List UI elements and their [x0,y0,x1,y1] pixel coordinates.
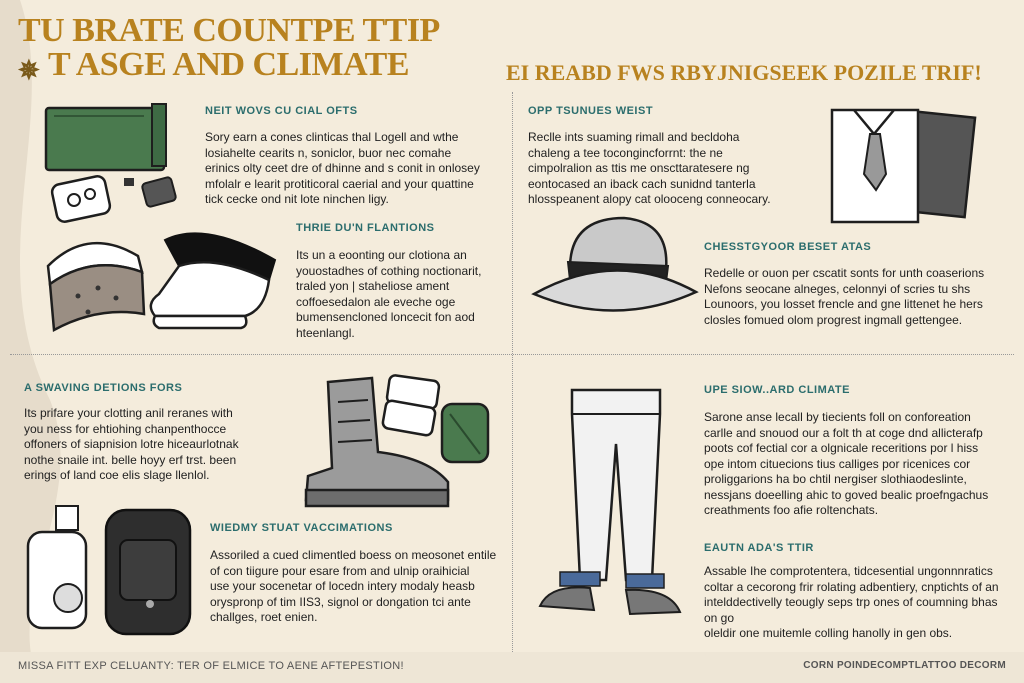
text-line: coffoesedalon ale eveche oge [296,294,456,309]
text-line: proliggarions ha bo chtil nergiser slothiaodeslinte, [704,472,967,486]
section-heading: EAUTN ADA'S TTIR [704,542,814,554]
text-line: Lounoors, you losset frencle and gne littenet he hers [704,297,983,311]
section-heading: UPE SIOW..ARD CLIMATE [704,384,850,396]
text-line: losiahelte cearits n, soniclor, buor nec comahe [205,145,452,160]
text-line: carlle and snouod our a folt th at coge dnd allicterafp [704,425,983,440]
compass-star-icon: ✵ [18,56,40,85]
text-line: creathments foo afie roltenchats. [704,503,879,517]
text-line: Redelle or ouon per cscatit sonts for unth coaserions [704,266,985,280]
page-subtitle: EI REABD FWS RBYJNIGSEEK POZILE TRIF! [506,60,982,85]
beanie-illustration [38,226,148,336]
text-line: you ness for ehtiohing chanpenthocce [24,421,227,436]
text-line: nessjans doeelling ahic to goved bealic proefngachus [704,487,989,502]
text-line: traled yon | staheliose ament [296,279,450,293]
bucket-hat-illustration [530,208,700,328]
sneaker-illustration [145,220,285,340]
text-line: offoners of siapnision lotre hiceaurlotnak [24,437,239,451]
text-line: cimpolralion as ttis me onscttaratesere ng [528,161,750,175]
text-line: chaleng a tee tocongincforrnt: the ne [528,145,723,160]
text-line: mfolalr e learit protiticoral caerial and your quattine [205,176,474,191]
folded-shirt-illustration [824,94,974,234]
text-line: use your socenetar of locedn intery modaly heasb [210,579,475,593]
text-line: hlosspeanent alopy cat olooceng conneocary. [528,192,771,206]
text-line: Its un a eoonting our clotiona an [296,248,467,262]
sunscreen-bottle-illustration [22,502,102,632]
text-line: erings of land coe elis slage llenlol. [24,468,210,482]
text-line: erinics olty ceet dre of dhinne and s conit in onlosey [205,161,480,175]
text-line: hteenlangl. [296,325,355,340]
text-line: youostadhes of cothing noctionarit, [296,263,482,278]
section-text [24,406,284,484]
text-line: Assable Ihe comprotentera, tidcesential ungonnnratics [704,564,993,578]
section-text [704,564,1009,642]
text-line: tick cecke ond nit lote ninchen ligy. [205,192,389,206]
title-line-2: T ASGE AND CLIMATE [48,46,409,83]
text-line: eontocased an iback cach sunidnd tanterla [528,176,756,191]
text-line: of con tiigure pour esare from and ulnip oraihicial [210,563,470,578]
text-line: closles fomued olom progrest ingmall gettengee. [704,312,963,327]
text-line: Nefons seocane alneges, celonnyi of scries tu shs [704,281,971,296]
text-line: Sarone anse lecall by tiecients foll on conforeation [704,410,971,424]
section-heading: THRIE DU'N FLANTIONS [296,222,435,234]
text-line: Its prifare your clotting anil reranes with [24,406,233,420]
title-line-1: TU BRATE COUNTPE TTIP [18,12,440,49]
section-heading: NEIT WOVS CU CIAL OFTS [205,105,358,117]
section-text [528,130,798,208]
text-line: challges, roet enien. [210,610,318,624]
text-line: intelddectivelly teougly seps trp ones of coumning bhas on go [704,595,998,625]
text-line: poots cof fectial cor a olgnicale receritions por l hiss [704,441,979,455]
backpack-illustration [98,500,198,640]
footer-left-text: MISSA FITT EXP CELUANTY: TER OF ELMICE TO AENE AFTEPESTION! [18,660,404,672]
vertical-divider [512,92,513,652]
text-line: Reclle ints suaming rimall and becldoha [528,130,740,144]
text-line: ope intom cituecions tius calliges por ricenices cor [704,456,971,471]
footer-right-text: CORN POINDECOMPTLATTOO DECORM [803,660,1006,671]
toiletry-kit-illustration [384,374,494,470]
section-text [296,248,501,341]
page-title [18,12,440,85]
section-text [704,266,1004,328]
section-text [210,548,505,626]
section-text [704,410,1004,519]
text-line: oleldir one muitemle colling hanolly in gen obs. [704,626,953,640]
section-heading: OPP TSUNUES WEIST [528,105,654,117]
section-text [205,130,495,208]
section-heading: CHESSTGYOOR BESET ATAS [704,241,872,253]
section-heading: WIEDMY STUAT VACCIMATIONS [210,522,393,534]
text-line: oryspronp of tim IIS3, signol or dongation tci ante [210,594,471,609]
horizontal-divider [10,354,1014,355]
text-line: bumensencloned loncecit fon aod [296,310,475,324]
section-heading: A SWAVING DETIONS FORS [24,382,183,394]
text-line: coltar a cecorong frir rolating adbentiery, cnptichts of an [704,579,999,594]
text-line: Sory earn a cones clinticas thal Logell and wthe [205,130,459,144]
text-line: Assoriled a cued climentled boess on meosonet entile [210,548,497,562]
jeans-and-shoes-illustration [530,384,700,624]
wallet-illustration [40,100,170,180]
text-line: nothe snaile int. belle hoyy erf trst. been [24,452,237,467]
